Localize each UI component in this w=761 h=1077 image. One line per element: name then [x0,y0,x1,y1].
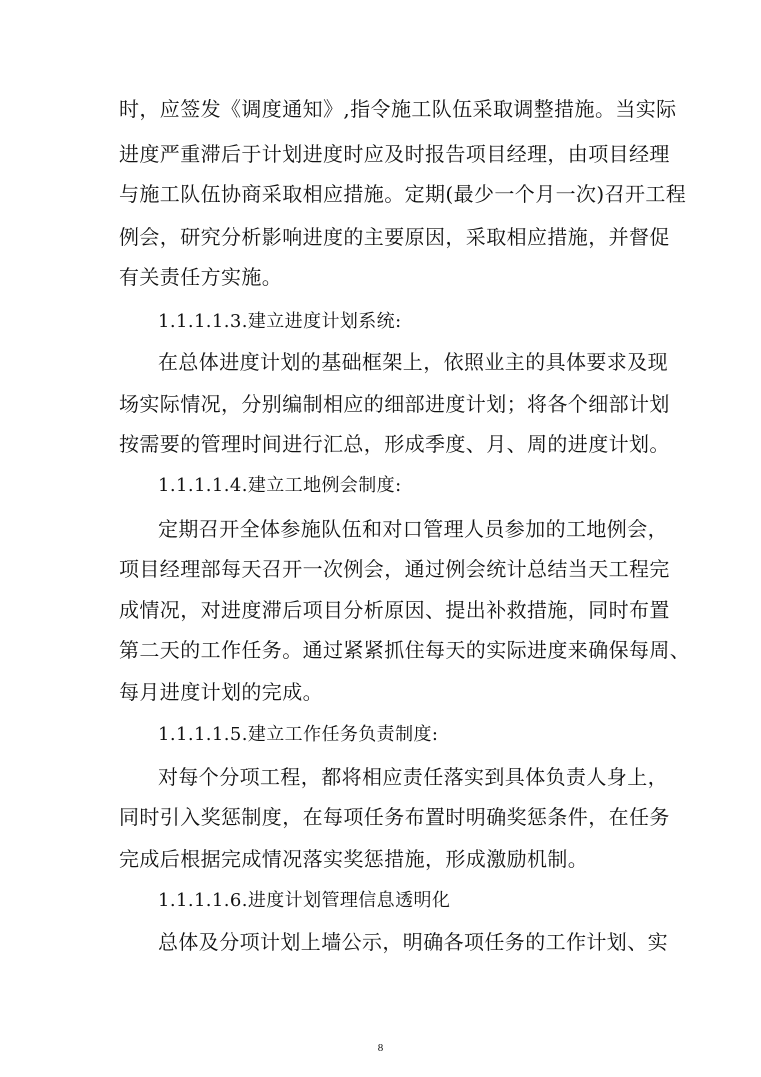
text-line: 对每个分项工程，都将相应责任落实到具体负责人身上， [158,765,668,789]
text-line: 第二天的工作任务。通过紧紧抓住每天的实际进度来确保每周、 [119,638,691,662]
text-line: 完成后根据完成情况落实奖惩措施，形成激励机制。 [119,847,589,871]
text-line: 总体及分项计划上墙公示，明确各项任务的工作计划、实 [158,930,668,954]
section-heading: 1.1.1.1.4.建立工地例会制度: [158,475,402,496]
page-number: 8 [377,1042,384,1054]
text-line: 成情况，对进度滞后项目分析原因、提出补救措施，同时布置 [119,598,670,622]
section-heading: 1.1.1.1.6.进度计划管理信息透明化 [158,890,451,911]
text-line: 按需要的管理时间进行汇总，形成季度、月、周的进度计划。 [119,432,670,456]
section-heading: 1.1.1.1.3.建立进度计划系统: [158,311,402,332]
text-line: 与施工队伍协商采取相应措施。定期(最少一个月一次)召开工程 [119,182,687,206]
section-heading: 1.1.1.1.5.建立工作任务负责制度: [158,724,439,745]
text-line: 同时引入奖惩制度，在每项任务布置时明确奖惩条件，在任务 [119,805,670,829]
text-line: 例会，研究分析影响进度的主要原因，采取相应措施，并督促 [119,225,670,249]
text-line: 每月进度计划的完成。 [119,680,323,704]
text-line: 有关责任方实施。 [119,265,283,289]
text-line: 时，应签发《调度通知》,指令施工队伍采取调整措施。当实际 [119,97,677,121]
text-line: 项目经理部每天召开一次例会，通过例会统计总结当天工程完 [119,557,670,581]
text-line: 进度严重滞后于计划进度时应及时报告项目经理，由项目经理 [119,142,670,166]
text-line: 场实际情况，分别编制相应的细部进度计划；将各个细部计划 [119,392,670,416]
text-line: 定期召开全体参施队伍和对口管理人员参加的工地例会， [158,517,668,541]
text-line: 在总体进度计划的基础框架上，依照业主的具体要求及现 [158,350,668,374]
